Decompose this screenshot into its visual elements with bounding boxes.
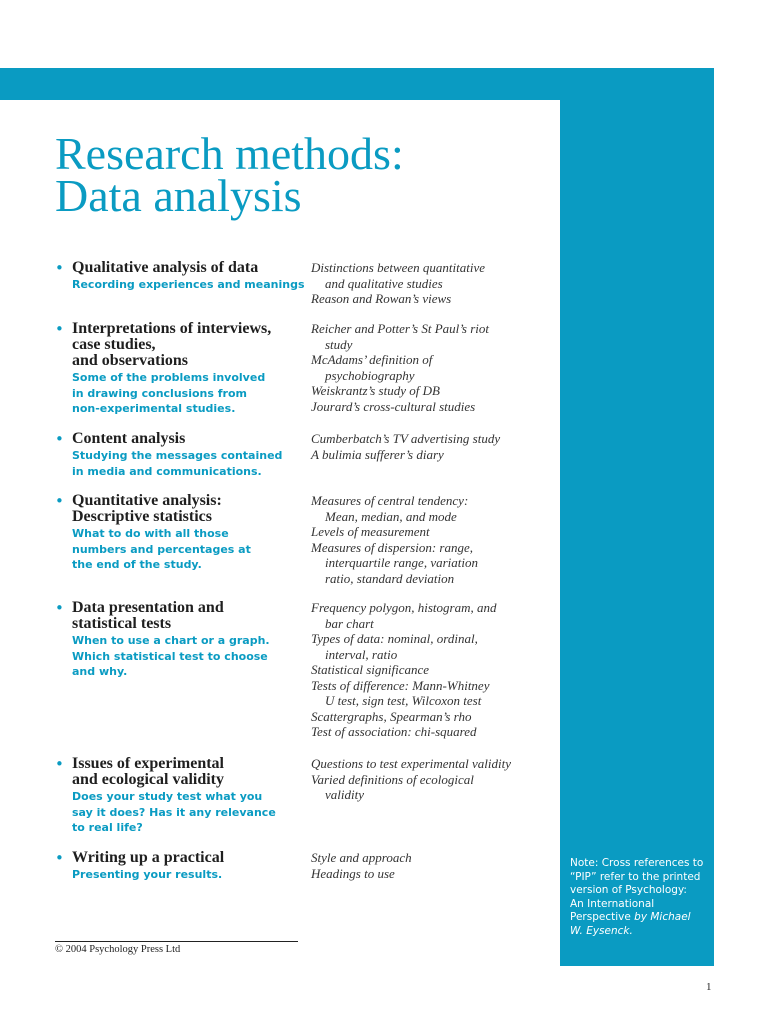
section-heading-line: Interpretations of interviews, <box>72 320 272 337</box>
section-summary <box>55 600 305 680</box>
topic-line: Reason and Rowan’s views <box>311 291 452 306</box>
topic-line: Statistical significance <box>311 662 430 677</box>
section-subtitle-line: non-experimental studies. <box>72 402 236 415</box>
section-topics <box>311 600 551 740</box>
section-summary <box>55 431 305 479</box>
bullet-icon: • <box>55 320 64 338</box>
bullet-icon: • <box>55 492 64 510</box>
topic-line: Test of association: chi-squared <box>311 724 477 739</box>
section-subtitle-line: in media and communications. <box>72 464 262 478</box>
section-heading <box>72 260 305 276</box>
section-summary <box>55 850 305 883</box>
section-subtitle <box>72 277 305 293</box>
section-heading-line: Quantitative analysis: <box>72 492 222 509</box>
section-heading <box>72 600 305 632</box>
footer-rule <box>55 941 298 942</box>
section-topics <box>311 850 551 881</box>
section-heading-line: Descriptive statistics <box>72 508 212 525</box>
section-heading <box>72 850 305 866</box>
topic-line: Measures of central tendency: <box>311 493 469 508</box>
topic-line: McAdams’ definition of <box>311 352 433 367</box>
section-topics <box>311 431 551 462</box>
cross-reference-note <box>570 857 706 938</box>
section-heading-line: Writing up a practical <box>72 849 225 866</box>
section-heading-line: Content analysis <box>72 430 186 447</box>
bullet-icon: • <box>55 259 64 277</box>
title-line-2: Data analysis <box>55 170 302 221</box>
section-topics <box>311 756 551 803</box>
section-heading-line: case studies, <box>72 336 156 353</box>
section-subtitle-line: Recording experiences and meanings <box>72 278 305 291</box>
section-subtitle-line: Does your study test what you <box>72 790 263 803</box>
section-subtitle <box>72 633 305 680</box>
note-line-italic-text: W. Eysenck. <box>570 924 633 937</box>
topic-line: Mean, median, and mode <box>325 508 457 524</box>
note-line-italic <box>570 925 706 939</box>
note-line: An International <box>570 897 655 910</box>
topic-line: Distinctions between quantitative <box>311 260 486 275</box>
section-subtitle-line: say it does? Has it any relevance <box>72 805 276 819</box>
section-subtitle-line: Studying the messages contained <box>72 449 283 462</box>
note-line-italic: by Michael <box>634 911 691 923</box>
topic-line: Tests of difference: Mann-Whitney <box>311 677 490 693</box>
section-summary <box>55 321 305 417</box>
title-line-1: Research methods: <box>55 128 404 179</box>
note-line-part: Perspective <box>570 911 635 923</box>
topic-line: Style and approach <box>311 850 412 865</box>
section-topics <box>311 493 551 586</box>
section-topics <box>311 260 551 307</box>
section-subtitle <box>72 789 305 836</box>
topic-line: interval, ratio <box>325 646 398 662</box>
bullet-icon: • <box>55 430 64 448</box>
section-subtitle-line: What to do with all those <box>72 527 229 540</box>
section-heading-line: Data presentation and <box>72 599 224 616</box>
section-heading <box>72 321 305 369</box>
bullet-icon: • <box>55 849 64 867</box>
note-line <box>570 911 706 925</box>
section-heading-line: and observations <box>72 352 189 369</box>
topic-line: Reicher and Potter’s St Paul’s riot <box>311 321 490 336</box>
note-line: “PIP” refer to the printed <box>570 870 701 883</box>
section-heading-line: statistical tests <box>72 615 172 632</box>
note-line: Note: Cross references to <box>570 857 704 869</box>
section-summary <box>55 493 305 573</box>
section-heading-line: and ecological validity <box>72 771 224 788</box>
topic-line: A bulimia sufferer’s diary <box>311 446 444 462</box>
bullet-icon: • <box>55 599 64 617</box>
page-number: 1 <box>706 981 712 993</box>
section-subtitle <box>72 370 305 417</box>
section-subtitle-line: Some of the problems involved <box>72 371 266 384</box>
section-heading <box>72 756 305 788</box>
topic-line: study <box>325 336 353 352</box>
side-color-panel <box>560 100 714 966</box>
topic-line: validity <box>325 787 364 802</box>
section-heading-line: Qualitative analysis of data <box>72 259 259 276</box>
section-subtitle-line: in drawing conclusions from <box>72 386 247 400</box>
section-heading <box>72 431 305 447</box>
section-subtitle-line: Which statistical test to choose <box>72 649 268 663</box>
section-subtitle-line: to real life? <box>72 821 143 834</box>
section-summary <box>55 756 305 836</box>
topic-line: ratio, standard deviation <box>325 570 455 586</box>
section-subtitle-line: When to use a chart or a graph. <box>72 634 270 647</box>
topic-line: Types of data: nominal, ordinal, <box>311 631 478 646</box>
topic-line: Headings to use <box>311 865 395 881</box>
top-color-bar <box>0 68 714 100</box>
section-topics <box>311 321 551 414</box>
topic-line: Questions to test experimental validity <box>311 756 512 771</box>
section-subtitle-line: the end of the study. <box>72 558 202 571</box>
note-line: version of Psychology: <box>570 884 687 896</box>
topic-line: Cumberbatch’s TV advertising study <box>311 431 501 446</box>
topic-line: Scattergraphs, Spearman’s rho <box>311 708 472 724</box>
topic-line: psychobiography <box>325 367 415 383</box>
copyright-notice: © 2004 Psychology Press Ltd <box>55 944 181 955</box>
topic-line: Weiskrantz’s study of DB <box>311 383 440 398</box>
section-heading-line: Issues of experimental <box>72 755 224 772</box>
topic-line: Levels of measurement <box>311 524 430 539</box>
section-heading <box>72 493 305 525</box>
topic-line: Varied definitions of ecological <box>311 771 474 787</box>
topic-line: Frequency polygon, histogram, and <box>311 600 497 615</box>
section-subtitle <box>72 526 305 573</box>
topic-line: interquartile range, variation <box>325 555 478 570</box>
page-title <box>55 128 404 221</box>
topic-line: Jourard’s cross-cultural studies <box>311 398 476 414</box>
section-subtitle <box>72 867 305 883</box>
topic-line: and qualitative studies <box>325 275 443 291</box>
bullet-icon: • <box>55 755 64 773</box>
section-subtitle-line: Presenting your results. <box>72 868 223 881</box>
section-summary <box>55 260 305 293</box>
section-subtitle-line: numbers and percentages at <box>72 542 251 556</box>
topic-line: bar chart <box>325 615 374 631</box>
section-subtitle-line: and why. <box>72 665 128 678</box>
topic-line: Measures of dispersion: range, <box>311 539 474 555</box>
topic-line: U test, sign test, Wilcoxon test <box>325 693 482 708</box>
section-subtitle <box>72 448 305 479</box>
